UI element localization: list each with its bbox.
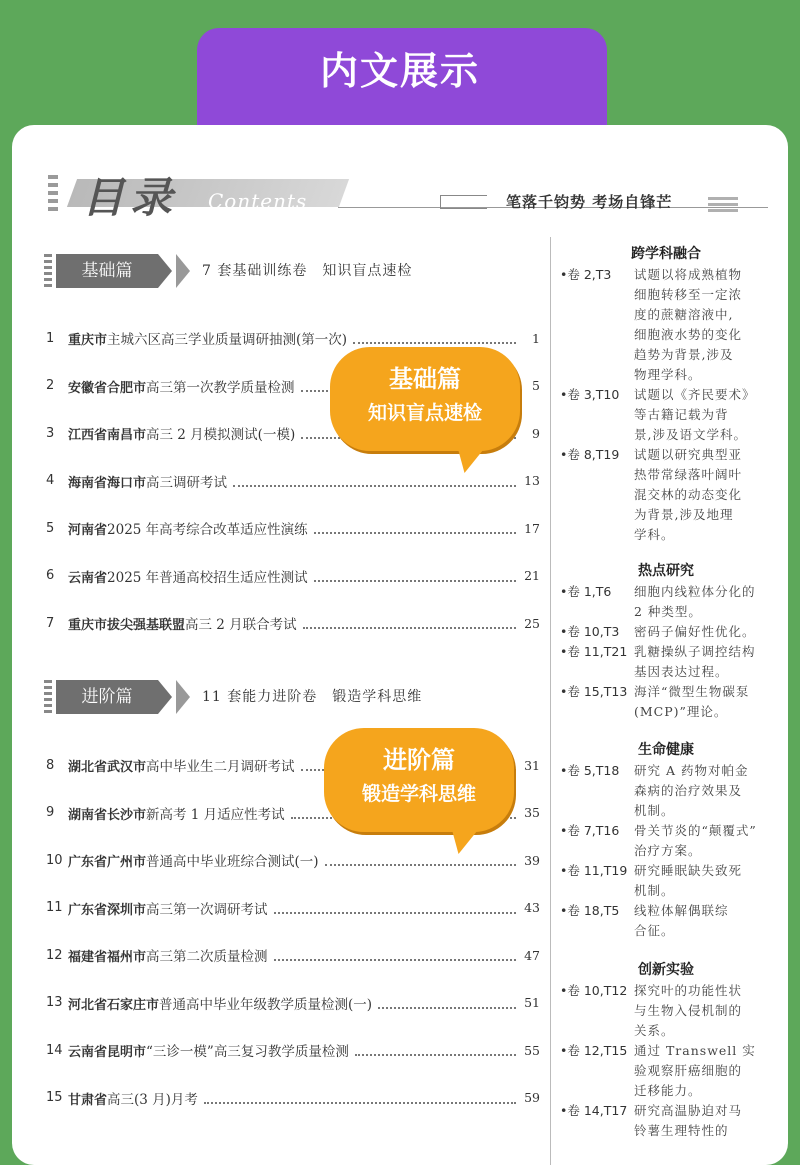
callout-line2: 知识盲点速检 xyxy=(367,402,482,424)
toc-entry-exam: 2025 年普通高校招生适应性测试 xyxy=(107,569,308,586)
section-dots-decoration xyxy=(44,254,52,288)
sidebar-item-text xyxy=(634,265,772,385)
sidebar-item-text xyxy=(634,385,772,445)
toc-entry-exam: 2025 年高考综合改革适应性演练 xyxy=(107,522,308,538)
sidebar-item-line: 试题以《齐民要术》 xyxy=(634,387,756,402)
sidebar-item xyxy=(560,861,772,901)
toc-entry-title xyxy=(68,1040,349,1060)
sidebar-item-text xyxy=(634,622,772,642)
sidebar-item-line: 景,涉及语文学科。 xyxy=(634,427,747,442)
toc-entry-exam: 普通高中毕业年级教学质量检测(一) xyxy=(159,996,373,1013)
sidebar-item-line: 机制。 xyxy=(634,883,675,898)
sidebar-item-line: 研究 A 药物对帕金 xyxy=(634,763,749,778)
toc-entry xyxy=(46,898,540,918)
toc-entry-page: 35 xyxy=(524,805,540,820)
sidebar-item xyxy=(560,445,772,545)
toc-entry-title xyxy=(68,898,268,918)
sidebar-item-text xyxy=(634,1101,772,1141)
header-dots-decoration xyxy=(48,175,58,215)
sidebar-item-text xyxy=(634,981,772,1041)
sidebar-item-line: 物理学科。 xyxy=(634,367,702,382)
toc-entry-title xyxy=(68,850,319,870)
toc-entry-region: 广东省深圳市 xyxy=(68,902,147,918)
toc-entry-page: 5 xyxy=(532,378,540,393)
toc-leader-dots xyxy=(303,617,516,629)
sidebar-item-line: 细胞液水势的变化 xyxy=(634,327,743,342)
toc-entry-page: 9 xyxy=(532,425,540,441)
banner-title: 内文展示 xyxy=(319,49,480,93)
toc-entry-page: 51 xyxy=(524,995,540,1010)
sidebar-item xyxy=(560,642,772,682)
toc-entry-region: 河南省 xyxy=(68,523,108,538)
contents-header xyxy=(48,165,768,221)
sidebar-section-heading: 创新实验 xyxy=(638,962,694,978)
chevron-right-icon xyxy=(176,254,190,288)
sidebar-item-line: 验观察肝癌细胞的 xyxy=(634,1063,743,1078)
sidebar-item-text xyxy=(634,821,772,861)
sidebar-item-line: 研究高温胁迫对马 xyxy=(634,1103,743,1118)
sidebar-item-line: 细胞内线粒体分化的 xyxy=(634,584,756,599)
toc-entry-region: 湖北省武汉市 xyxy=(68,760,147,775)
toc-entry-number: 6 xyxy=(46,568,55,583)
toc-entry-region: 河北省石家庄市 xyxy=(68,997,160,1013)
section-subtitle: 11 套能力进阶卷 锻造学科思维 xyxy=(202,689,423,705)
sidebar-item-line: 2 种类型。 xyxy=(634,604,702,619)
toc-entry-page: 31 xyxy=(524,757,540,773)
sidebar-item-tag: •卷 18,T5 xyxy=(560,903,620,918)
sidebar-item-line: 密码子偏好性优化。 xyxy=(634,624,756,639)
toc-entry xyxy=(46,945,540,965)
sidebar-item xyxy=(560,1041,772,1101)
toc-leader-dots xyxy=(274,902,516,914)
toc-entry-exam: 新高考 1 月适应性考试 xyxy=(146,806,285,823)
sidebar-item-line: 基因表达过程。 xyxy=(634,664,729,679)
callout-line1: 进阶篇 xyxy=(383,746,455,774)
sidebar-section-heading: 生命健康 xyxy=(638,742,694,758)
sidebar-item-line: 通过 Transwell 实 xyxy=(634,1043,756,1058)
toc-entry-title xyxy=(68,423,295,443)
toc-entry xyxy=(46,328,540,348)
sidebar-item xyxy=(560,622,772,642)
toc-entry xyxy=(46,613,540,633)
sidebar-item-text xyxy=(634,445,772,545)
toc-entry-page: 39 xyxy=(524,852,540,868)
toc-entry xyxy=(46,566,540,586)
toc-entry-region: 安徽省合肥市 xyxy=(68,380,147,396)
toc-entry-exam: 普通高中毕业班综合测试(一) xyxy=(146,854,319,870)
pencil-icon xyxy=(440,195,487,209)
sidebar-item xyxy=(560,761,772,821)
chevron-right-icon xyxy=(158,680,172,714)
contents-subtitle-en: Contents xyxy=(208,189,308,213)
toc-entry-exam: 高三第二次质量检测 xyxy=(146,949,268,965)
toc-entry-title xyxy=(68,803,285,823)
toc-entry-region: 云南省昆明市 xyxy=(68,1045,147,1060)
toc-entry-page: 17 xyxy=(524,520,540,536)
toc-entry-page: 25 xyxy=(524,615,540,631)
toc-entry-title xyxy=(68,755,295,775)
toc-entry-number: 3 xyxy=(46,425,55,441)
sidebar-item-line: 迁移能力。 xyxy=(634,1083,702,1098)
sidebar-item-tag: •卷 10,T3 xyxy=(560,624,620,639)
sidebar-item-line: 森病的治疗效果及 xyxy=(634,783,743,798)
sidebar-item-text xyxy=(634,682,772,722)
toc-entry-page: 47 xyxy=(524,947,540,963)
sidebar-item-text xyxy=(634,1041,772,1101)
sidebar-item-tag: •卷 11,T21 xyxy=(560,644,628,659)
sidebar-item xyxy=(560,1101,772,1141)
sidebar-section-heading: 热点研究 xyxy=(638,563,694,579)
sidebar-item-line: 为背景,涉及地理 xyxy=(634,507,734,522)
toc-entry-exam: 高三第一次调研考试 xyxy=(146,901,268,918)
sidebar-item-line: 试题以将成熟植物 xyxy=(634,267,743,282)
sidebar-item-line: 趋势为背景,涉及 xyxy=(634,347,734,362)
toc-leader-dots xyxy=(204,1092,516,1104)
header-end-decoration xyxy=(708,197,738,213)
sidebar-item-tag: •卷 3,T10 xyxy=(560,387,620,402)
toc-entry-title xyxy=(68,328,347,348)
header-slogan: 笔落千钧势 考场自锋芒 xyxy=(506,193,673,211)
toc-leader-dots xyxy=(353,332,516,344)
toc-entry-exam: 高三 2 月模拟测试(一模) xyxy=(146,427,296,443)
section-label: 基础篇 xyxy=(56,254,158,288)
toc-entry-number: 1 xyxy=(46,330,55,346)
sidebar-item-text xyxy=(634,901,772,941)
sidebar-item-tag: •卷 14,T17 xyxy=(560,1103,628,1118)
toc-entry-number: 12 xyxy=(46,947,63,963)
toc-entry-exam: “三诊一模”高三复习教学质量检测 xyxy=(146,1044,349,1060)
toc-entry-exam: 主城六区高三学业质量调研抽测(第一次) xyxy=(107,332,348,348)
toc-entry-exam: 高三(3 月)月考 xyxy=(107,1091,198,1108)
sidebar-section-heading: 跨学科融合 xyxy=(631,246,701,262)
toc-entry-page: 59 xyxy=(524,1090,540,1105)
sidebar-item-line: (MCP)”理论。 xyxy=(634,704,728,719)
sidebar-item xyxy=(560,821,772,861)
toc-entry xyxy=(46,1088,540,1108)
column-divider xyxy=(550,237,551,1165)
toc-entry-region: 海南省海口市 xyxy=(68,475,147,491)
toc-entry-page: 55 xyxy=(524,1042,540,1058)
sidebar-item-text xyxy=(634,861,772,901)
toc-entry-number: 15 xyxy=(46,1090,63,1105)
sidebar-item xyxy=(560,265,772,385)
chevron-right-icon xyxy=(158,254,172,288)
sidebar-item-line: 试题以研究典型亚 xyxy=(634,447,743,462)
sidebar-item xyxy=(560,385,772,445)
sidebar-item-line: 与生物入侵机制的 xyxy=(634,1003,743,1018)
toc-entry xyxy=(46,993,540,1013)
toc-entry-region: 江西省南昌市 xyxy=(68,428,147,443)
toc-entry-page: 43 xyxy=(524,900,540,915)
toc-entry-region: 云南省 xyxy=(68,570,108,586)
sidebar-item-line: 合征。 xyxy=(634,923,675,938)
callout-line2: 锻造学科思维 xyxy=(361,783,476,805)
toc-entry-region: 广东省广州市 xyxy=(68,855,147,870)
sidebar-item xyxy=(560,981,772,1041)
sidebar-item-tag: •卷 8,T19 xyxy=(560,447,620,462)
callout-bubble-advanced xyxy=(324,728,514,832)
sidebar-item-tag: •卷 10,T12 xyxy=(560,983,628,998)
toc-entry-number: 2 xyxy=(46,378,55,393)
callout-line1: 基础篇 xyxy=(389,365,461,393)
sidebar-item-line: 等古籍记载为背 xyxy=(634,407,729,422)
sidebar-item-line: 学科。 xyxy=(634,527,675,542)
sidebar-item-line: 乳糖操纵子调控结构 xyxy=(634,644,756,659)
sidebar-item-line: 关系。 xyxy=(634,1023,675,1038)
toc-entry-region: 重庆市 xyxy=(68,333,108,348)
toc-entry-number: 14 xyxy=(46,1042,63,1058)
toc-entry-exam: 高三调研考试 xyxy=(146,474,228,491)
toc-entry-title xyxy=(68,945,268,965)
sidebar-item-tag: •卷 12,T15 xyxy=(560,1043,628,1058)
toc-entry xyxy=(46,518,540,538)
section-dots-decoration xyxy=(44,680,52,714)
sidebar-item xyxy=(560,582,772,622)
sidebar-item-line: 探究叶的功能性状 xyxy=(634,983,743,998)
content-card xyxy=(12,125,788,1165)
toc-entry-title xyxy=(68,993,372,1013)
toc-entry-number: 8 xyxy=(46,757,55,773)
sidebar-item-line: 机制。 xyxy=(634,803,675,818)
sidebar-item-line: 铃薯生理特性的 xyxy=(634,1123,729,1138)
callout-tail xyxy=(451,447,486,473)
section-subtitle: 7 套基础训练卷 知识盲点速检 xyxy=(202,263,413,279)
sidebar-item-line: 细胞转移至一定浓 xyxy=(634,287,743,302)
chevron-right-icon xyxy=(176,680,190,714)
toc-entry-region: 甘肃省 xyxy=(68,1092,108,1108)
sidebar-item xyxy=(560,901,772,941)
sidebar-item-tag: •卷 7,T16 xyxy=(560,823,620,838)
toc-entry-number: 4 xyxy=(46,473,55,488)
callout-bubble-basic xyxy=(330,347,520,451)
sidebar-item-text xyxy=(634,761,772,821)
toc-leader-dots xyxy=(355,1044,516,1056)
toc-entry-page: 13 xyxy=(524,473,540,488)
toc-entry-page: 21 xyxy=(524,568,540,583)
toc-entry-number: 11 xyxy=(46,900,63,915)
sidebar-item-tag: •卷 11,T19 xyxy=(560,863,628,878)
toc-entry-title xyxy=(68,518,308,538)
sidebar-item-text xyxy=(634,582,772,622)
sidebar-item-line: 热带常绿落叶阔叶 xyxy=(634,467,743,482)
toc-leader-dots xyxy=(314,522,516,534)
sidebar-item-line: 治疗方案。 xyxy=(634,843,702,858)
toc-leader-dots xyxy=(325,854,516,866)
toc-entry-number: 9 xyxy=(46,805,55,820)
toc-entry-title xyxy=(68,1088,198,1108)
toc-entry-number: 10 xyxy=(46,852,63,868)
section-label: 进阶篇 xyxy=(56,680,158,714)
sidebar-item-tag: •卷 5,T18 xyxy=(560,763,620,778)
toc-entry-number: 5 xyxy=(46,520,55,536)
sidebar-item-line: 混交林的动态变化 xyxy=(634,487,743,502)
sidebar-item-line: 度的蔗糖溶液中, xyxy=(634,307,734,322)
contents-title: 目录 xyxy=(82,173,179,222)
sidebar-item xyxy=(560,682,772,722)
toc-entry-region: 重庆市拔尖强基联盟 xyxy=(68,618,186,633)
sidebar-item-text xyxy=(634,642,772,682)
toc-entry-title xyxy=(68,566,308,586)
sidebar-item-tag: •卷 1,T6 xyxy=(560,584,612,599)
toc-entry-number: 7 xyxy=(46,615,55,631)
toc-leader-dots xyxy=(378,997,516,1009)
toc-entry-title xyxy=(68,471,227,491)
toc-leader-dots xyxy=(233,475,516,487)
sidebar-item-line: 研究睡眠缺失致死 xyxy=(634,863,743,878)
toc-leader-dots xyxy=(314,570,516,582)
toc-entry xyxy=(46,471,540,491)
toc-entry-title xyxy=(68,376,295,396)
sidebar-item-line: 骨关节炎的“颠覆式” xyxy=(634,823,757,838)
toc-entry-region: 福建省福州市 xyxy=(68,950,147,965)
toc-entry-exam: 高三第一次教学质量检测 xyxy=(146,379,295,396)
sidebar-item-line: 线粒体解偶联综 xyxy=(634,903,729,918)
sidebar-item-line: 海洋“微型生物碳泵 xyxy=(634,684,750,699)
toc-entry-title xyxy=(68,613,297,633)
toc-entry-page: 1 xyxy=(532,330,540,346)
toc-leader-dots xyxy=(274,949,516,961)
toc-entry xyxy=(46,1040,540,1060)
toc-entry-number: 13 xyxy=(46,995,63,1010)
sidebar-item-tag: •卷 15,T13 xyxy=(560,684,628,699)
toc-entry-exam: 高中毕业生二月调研考试 xyxy=(146,759,295,775)
sidebar-item-tag: •卷 2,T3 xyxy=(560,267,612,282)
toc-entry-region: 湖南省长沙市 xyxy=(68,807,147,823)
toc-entry-exam: 高三 2 月联合考试 xyxy=(185,617,297,633)
